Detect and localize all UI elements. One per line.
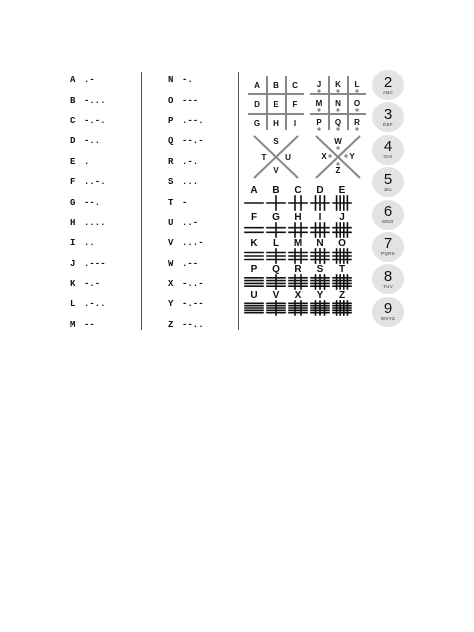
morse-row xyxy=(168,213,204,233)
morse-row xyxy=(70,213,106,233)
keypad-key xyxy=(372,135,404,165)
tally-glyph xyxy=(267,196,285,210)
tally-letter: X xyxy=(294,290,302,301)
morse-code: ..-. xyxy=(84,177,106,188)
tally-glyph xyxy=(267,223,285,237)
morse-row xyxy=(70,233,106,253)
tally-letter: O xyxy=(338,238,346,249)
key-letters: JKL xyxy=(383,186,393,192)
morse-letter: O xyxy=(168,95,174,106)
morse-code: -. xyxy=(182,75,193,86)
morse-row xyxy=(70,90,106,110)
morse-row xyxy=(168,131,204,151)
key-number: 4 xyxy=(383,138,393,156)
pigpen-letter: G xyxy=(253,119,261,128)
tally-letter: M xyxy=(293,238,303,249)
key-number: 3 xyxy=(383,105,393,123)
morse-code: -... xyxy=(84,95,106,106)
morse-code: ..- xyxy=(182,217,199,228)
morse-row xyxy=(168,274,204,294)
morse-letter: S xyxy=(168,177,174,188)
morse-letter: G xyxy=(70,197,76,208)
tally-glyph xyxy=(311,196,329,210)
morse-column-a-m xyxy=(70,70,106,335)
morse-row xyxy=(70,274,106,294)
morse-letter: E xyxy=(70,156,76,167)
tally-letter: H xyxy=(294,212,302,223)
morse-code: . xyxy=(84,156,90,167)
morse-code: -.. xyxy=(84,136,101,147)
morse-row xyxy=(168,70,204,90)
morse-letter: N xyxy=(168,75,174,86)
tally-glyph xyxy=(289,275,307,289)
tally-letter: R xyxy=(294,264,302,275)
key-number: 5 xyxy=(383,170,393,188)
morse-letter: I xyxy=(70,238,76,249)
column-divider xyxy=(141,72,142,330)
tally-letter: V xyxy=(272,290,280,301)
key-number: 8 xyxy=(383,267,393,285)
pigpen-letter: W xyxy=(334,137,342,146)
morse-code: ... xyxy=(182,177,199,188)
pigpen-letter: J xyxy=(316,80,322,89)
keypad-key xyxy=(372,70,404,100)
tally-glyph xyxy=(245,303,263,312)
tally-letter: B xyxy=(272,185,280,196)
pigpen-cipher xyxy=(244,72,374,182)
morse-code: --.. xyxy=(182,319,204,330)
morse-letter: C xyxy=(70,115,76,126)
morse-column-n-z xyxy=(168,70,204,335)
keypad-key xyxy=(372,200,404,230)
tally-glyph xyxy=(333,275,351,289)
morse-code: -..- xyxy=(182,279,204,290)
key-number: 7 xyxy=(383,235,393,253)
tally-letter: Z xyxy=(338,290,346,301)
tally-glyph xyxy=(289,249,307,263)
tally-letter: Y xyxy=(316,290,324,301)
pigpen-letter: E xyxy=(273,100,279,109)
morse-letter: X xyxy=(168,279,174,290)
tally-glyph xyxy=(311,223,329,237)
keypad-key xyxy=(372,297,404,327)
morse-row xyxy=(168,192,204,212)
morse-code: .-. xyxy=(182,156,199,167)
pigpen-letter: R xyxy=(354,118,360,127)
morse-letter: L xyxy=(70,299,76,310)
morse-code: --. xyxy=(84,197,101,208)
keypad-key xyxy=(372,102,404,132)
tally-letter: U xyxy=(250,290,258,301)
morse-letter: T xyxy=(168,197,174,208)
morse-code: .-.. xyxy=(84,299,106,310)
tally-glyph xyxy=(333,301,351,315)
keypad-key xyxy=(372,232,404,262)
morse-code: .. xyxy=(84,238,95,249)
morse-row xyxy=(70,172,106,192)
morse-row xyxy=(70,131,106,151)
tally-glyph xyxy=(333,196,351,210)
pigpen-letter: D xyxy=(254,100,260,109)
morse-code: .-- xyxy=(182,258,199,269)
tally-letter: C xyxy=(294,185,302,196)
morse-code: -.- xyxy=(84,279,101,290)
tally-letter: T xyxy=(338,264,346,275)
keypad-key xyxy=(372,264,404,294)
tally-cipher xyxy=(242,183,357,323)
tally-letter: L xyxy=(272,238,280,249)
morse-row xyxy=(168,172,204,192)
pigpen-letter: B xyxy=(273,81,279,90)
pigpen-letter: C xyxy=(292,81,298,90)
tally-glyph xyxy=(311,301,329,315)
morse-row xyxy=(168,233,204,253)
pigpen-letter: F xyxy=(292,100,298,109)
tally-letter: E xyxy=(338,185,346,196)
pigpen-letter: P xyxy=(316,118,322,127)
tally-letter: D xyxy=(316,185,324,196)
pigpen-letter: L xyxy=(354,80,360,89)
pigpen-letter: K xyxy=(335,80,341,89)
key-number: 9 xyxy=(383,300,393,318)
pigpen-letter: Z xyxy=(335,166,341,175)
morse-row xyxy=(70,192,106,212)
morse-row xyxy=(70,254,106,274)
pigpen-letter: U xyxy=(285,153,291,162)
morse-letter: Q xyxy=(168,136,174,147)
morse-letter: H xyxy=(70,217,76,228)
tally-glyph xyxy=(267,275,285,289)
morse-code: .--- xyxy=(84,258,106,269)
morse-code: -.-- xyxy=(182,299,204,310)
key-letters: MNO xyxy=(382,219,394,225)
morse-row xyxy=(168,254,204,274)
key-letters: TUV xyxy=(383,283,393,289)
morse-code: --- xyxy=(182,95,199,106)
tally-glyph xyxy=(267,249,285,263)
phone-keypad xyxy=(372,70,404,329)
tally-glyph xyxy=(267,301,285,315)
morse-code: .... xyxy=(84,217,106,228)
pigpen-letter: V xyxy=(273,166,279,175)
morse-letter: F xyxy=(70,177,76,188)
tally-glyph xyxy=(311,249,329,263)
morse-letter: D xyxy=(70,136,76,147)
tally-glyph xyxy=(333,249,351,263)
pigpen-letter: X xyxy=(321,152,327,161)
morse-letter: U xyxy=(168,217,174,228)
tally-letter: G xyxy=(272,212,280,223)
key-letters: PQRS xyxy=(381,251,395,257)
morse-row xyxy=(70,152,106,172)
pigpen-letter: H xyxy=(273,119,279,128)
tally-letter: Q xyxy=(272,264,280,275)
pigpen-letter: S xyxy=(273,137,279,146)
morse-letter: W xyxy=(168,258,174,269)
tally-glyph xyxy=(333,223,351,237)
tally-glyph xyxy=(289,196,307,210)
morse-code: ...- xyxy=(182,238,204,249)
key-letters: GHI xyxy=(383,154,393,160)
tally-glyph xyxy=(289,301,307,315)
morse-letter: K xyxy=(70,279,76,290)
morse-row xyxy=(70,70,106,90)
tally-letter: N xyxy=(316,238,324,249)
tally-letter: J xyxy=(339,212,345,223)
morse-code: --.- xyxy=(182,136,204,147)
pigpen-letter: O xyxy=(353,99,361,108)
morse-row xyxy=(168,315,204,335)
morse-row xyxy=(168,90,204,110)
pigpen-letter: I xyxy=(293,119,297,128)
morse-letter: Z xyxy=(168,319,174,330)
pigpen-letter: Q xyxy=(334,118,342,127)
morse-code: -.-. xyxy=(84,115,106,126)
key-letters: ABC xyxy=(382,89,394,95)
tally-letter: S xyxy=(316,264,324,275)
morse-letter: J xyxy=(70,258,76,269)
pigpen-letter: T xyxy=(261,153,267,162)
morse-row xyxy=(168,111,204,131)
key-number: 6 xyxy=(383,203,393,221)
pigpen-letter: A xyxy=(254,81,260,90)
tally-glyph xyxy=(311,275,329,289)
pigpen-letter: Y xyxy=(349,152,355,161)
morse-letter: B xyxy=(70,95,76,106)
tally-letter: I xyxy=(318,212,322,223)
morse-letter: A xyxy=(70,75,76,86)
key-letters: WXYZ xyxy=(380,316,396,322)
pigpen-letter: M xyxy=(315,99,323,108)
morse-letter: Y xyxy=(168,299,174,310)
morse-letter: P xyxy=(168,115,174,126)
tally-glyph xyxy=(245,228,263,233)
morse-code: -- xyxy=(84,319,95,330)
tally-glyph xyxy=(245,253,263,260)
morse-row xyxy=(70,111,106,131)
morse-row xyxy=(168,152,204,172)
tally-letter: A xyxy=(250,185,258,196)
key-letters: DEF xyxy=(383,121,393,127)
morse-row xyxy=(70,294,106,314)
column-divider xyxy=(238,72,239,330)
tally-letter: F xyxy=(250,212,258,223)
morse-letter: V xyxy=(168,238,174,249)
morse-code: - xyxy=(182,197,188,208)
tally-letter: K xyxy=(250,238,258,249)
key-number: 2 xyxy=(383,73,393,91)
tally-glyph xyxy=(289,223,307,237)
morse-letter: R xyxy=(168,156,174,167)
keypad-key xyxy=(372,167,404,197)
morse-row xyxy=(168,294,204,314)
morse-code: .--. xyxy=(182,115,204,126)
morse-code: .- xyxy=(84,75,95,86)
morse-row xyxy=(70,315,106,335)
pigpen-letter: N xyxy=(335,99,341,108)
tally-glyph xyxy=(245,278,263,286)
morse-letter: M xyxy=(70,319,76,330)
tally-letter: P xyxy=(250,264,258,275)
